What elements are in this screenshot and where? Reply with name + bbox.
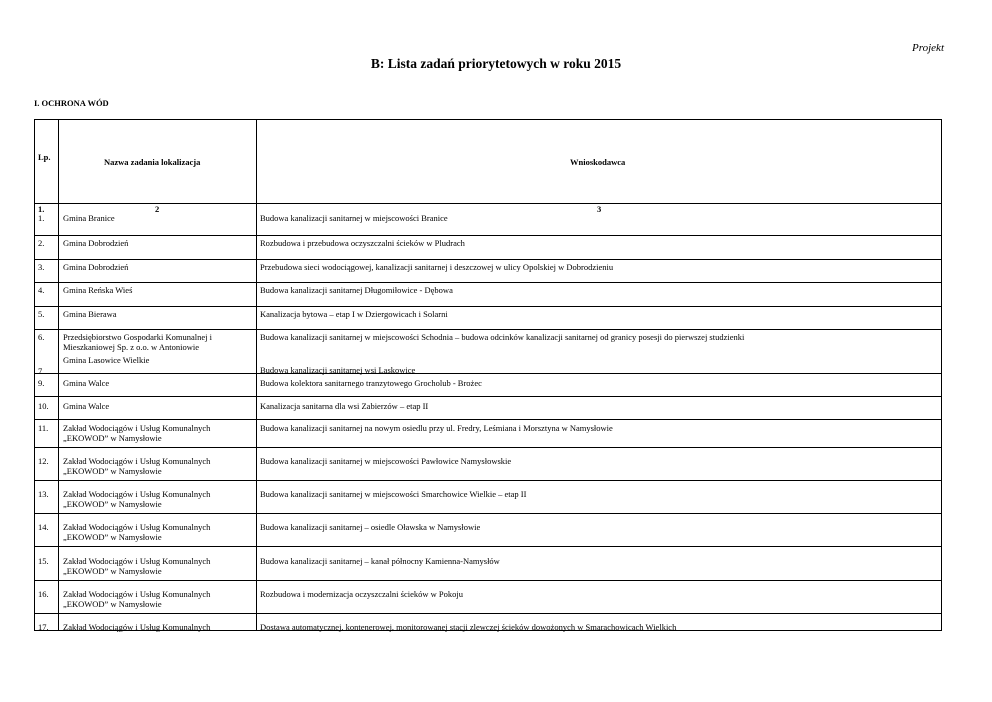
task-location: Gmina Walce xyxy=(63,378,110,388)
task-location: Gmina Branice xyxy=(63,213,115,223)
applicant-text: Kanalizacja sanitarna dla wsi Zabierzów – etap II xyxy=(260,401,429,411)
task-location: Gmina Bierawa xyxy=(63,309,117,319)
row-divider xyxy=(34,203,942,204)
task-location: Zakład Wodociągów i Usług Komunalnych xyxy=(63,556,211,566)
task-location: „EKOWOD” w Namysłowie xyxy=(63,566,162,576)
applicant-text: Budowa kanalizacji sanitarnej na nowym osiedlu przy ul. Fredry, Leśmiana i Morsztyna w Namysłowie xyxy=(260,423,613,433)
row-divider xyxy=(34,259,942,260)
task-location: Gmina Reńska Wieś xyxy=(63,285,133,295)
applicant-text: Budowa kanalizacji sanitarnej Długomiłowice - Dębowa xyxy=(260,285,453,295)
row-divider xyxy=(34,480,942,481)
applicant-text: Rozbudowa i przebudowa oczyszczalni ścieków w Pludrach xyxy=(260,238,465,248)
task-location: Gmina Lasowice Wielkie xyxy=(63,355,150,365)
row-number: 14. xyxy=(38,522,49,532)
row-number: 9. xyxy=(38,378,45,388)
task-location: Zakład Wodociągów i Usług Komunalnych xyxy=(63,622,211,632)
row-divider xyxy=(34,613,942,614)
task-location: „EKOWOD” w Namysłowie xyxy=(63,599,162,609)
table-frame xyxy=(34,119,942,631)
column-divider xyxy=(256,119,257,631)
row-number: 11. xyxy=(38,423,49,433)
column-number-2: 2 xyxy=(155,204,160,214)
task-location: Zakład Wodociągów i Usług Komunalnych xyxy=(63,456,211,466)
task-location: „EKOWOD” w Namysłowie xyxy=(63,532,162,542)
row-divider xyxy=(34,235,942,236)
row-number: 4. xyxy=(38,285,45,295)
task-location: „EKOWOD” w Namysłowie xyxy=(63,433,162,443)
row-number: 7. xyxy=(38,366,45,376)
column-divider xyxy=(58,119,59,631)
task-location: Przedsiębiorstwo Gospodarki Komunalnej i xyxy=(63,332,212,342)
applicant-text: Budowa kanalizacji sanitarnej w miejscowości Branice xyxy=(260,213,448,223)
applicant-text: Budowa kanalizacji sanitarnej w miejscowości Pawłowice Namysłowskie xyxy=(260,456,512,466)
row-divider xyxy=(34,419,942,420)
applicant-text: Budowa kanalizacji sanitarnej wsi Laskowice xyxy=(260,365,416,375)
task-location: Mieszkaniowej Sp. z o.o. w Antoniowie xyxy=(63,342,199,352)
row-number: 5. xyxy=(38,309,45,319)
header-name: Nazwa zadania lokalizacja xyxy=(104,157,201,167)
column-number-3: 3 xyxy=(597,204,602,214)
applicant-text: Kanalizacja bytowa – etap I w Dziergowicach i Solarni xyxy=(260,309,448,319)
applicant-text: Dostawa automatycznej, kontenerowej, monitorowanej stacji zlewczej ścieków dowożonych w Smarachowicach Wielkich xyxy=(260,622,677,632)
header-applicant: Wnioskodawca xyxy=(570,157,626,167)
row-divider xyxy=(34,306,942,307)
applicant-text: Budowa kanalizacji sanitarnej w miejscowości Smarchowice Wielkie – etap II xyxy=(260,489,527,499)
row-number: 17. xyxy=(38,622,49,632)
row-number: 6. xyxy=(38,332,45,342)
task-location: Zakład Wodociągów i Usług Komunalnych xyxy=(63,522,211,532)
task-location: „EKOWOD” w Namysłowie xyxy=(63,466,162,476)
column-number-1: 1. xyxy=(38,204,45,214)
applicant-text: Budowa kanalizacji sanitarnej – osiedle Oławska w Namysłowie xyxy=(260,522,481,532)
row-number: 10. xyxy=(38,401,49,411)
applicant-text: Budowa kanalizacji sanitarnej w miejscowości Schodnia – budowa odcinków kanalizacji sanitarnej od granicy posesji do pierwszej studzienki xyxy=(260,332,745,342)
applicant-text: Rozbudowa i modernizacja oczyszczalni ścieków w Pokoju xyxy=(260,589,463,599)
row-divider xyxy=(34,513,942,514)
row-number: 15. xyxy=(38,556,49,566)
applicant-text: Budowa kolektora sanitarnego tranzytowego Grocholub - Brożec xyxy=(260,378,482,388)
row-divider xyxy=(34,373,942,374)
row-divider xyxy=(34,580,942,581)
applicant-text: Przebudowa sieci wodociągowej, kanalizacji sanitarnej i deszczowej w ulicy Opolskiej w Dobrodzieniu xyxy=(260,262,614,272)
row-number: 3. xyxy=(38,262,45,272)
row-number: 13. xyxy=(38,489,49,499)
applicant-text: Budowa kanalizacji sanitarnej – kanał północny Kamienna-Namysłów xyxy=(260,556,500,566)
row-number: 2. xyxy=(38,238,45,248)
row-divider xyxy=(34,447,942,448)
task-location: Zakład Wodociągów i Usług Komunalnych xyxy=(63,489,211,499)
row-divider xyxy=(34,546,942,547)
task-location: „EKOWOD” w Namysłowie xyxy=(63,499,162,509)
task-location: Zakład Wodociągów i Usług Komunalnych xyxy=(63,423,211,433)
row-divider xyxy=(34,282,942,283)
task-location: Zakład Wodociągów i Usług Komunalnych xyxy=(63,589,211,599)
task-location: Gmina Walce xyxy=(63,401,110,411)
page-note: Projekt xyxy=(912,42,944,54)
row-divider xyxy=(34,396,942,397)
row-divider xyxy=(34,329,942,330)
header-lp: Lp. xyxy=(38,152,51,162)
row-number: 12. xyxy=(38,456,49,466)
row-number: 1. xyxy=(38,213,45,223)
task-location: Gmina Dobrodzień xyxy=(63,262,129,272)
row-number: 16. xyxy=(38,589,49,599)
page-title: B: Lista zadań priorytetowych w roku 2015 xyxy=(370,56,622,71)
section-heading: I. OCHRONA WÓD xyxy=(34,98,109,108)
task-location: Gmina Dobrodzień xyxy=(63,238,129,248)
